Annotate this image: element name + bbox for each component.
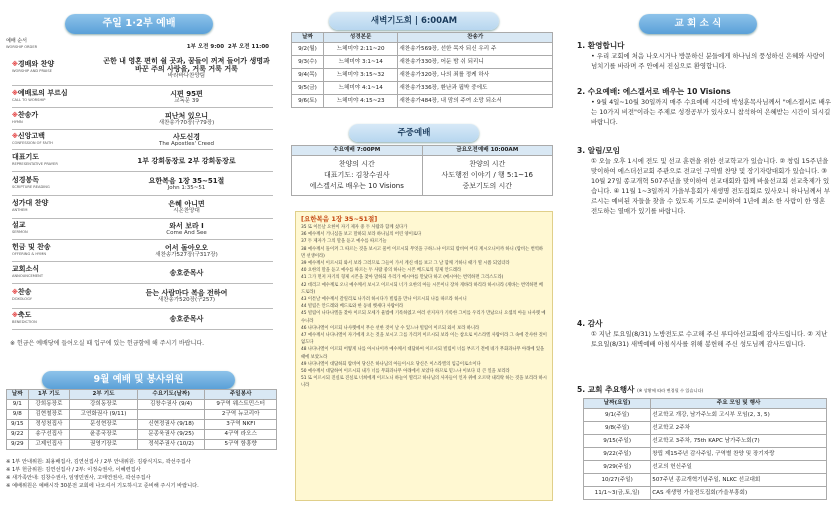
dawn-cell: 9/6(토) bbox=[292, 95, 324, 108]
worship-row-label: 교회소식 ANNOUNCEMENT bbox=[12, 264, 44, 278]
news-column bbox=[561, 0, 835, 507]
duty-cell: 신현정권사 (9/18) bbox=[137, 420, 205, 430]
dawn-cell: 새찬송가569장, 선한 목자 되신 우리 주 bbox=[398, 43, 553, 56]
event-row bbox=[584, 448, 827, 461]
worship-row-label: 성경봉독 SCRIPTURE READING bbox=[12, 175, 50, 189]
dawn-row bbox=[292, 56, 553, 69]
worship-row-label: ※찬송가 HYMN bbox=[12, 110, 39, 124]
dawn-row bbox=[292, 82, 553, 95]
wed-body: 찬양의 시간 대표기도: 김창수권사 에스겔서로 배우는 10 Visions bbox=[292, 156, 423, 196]
verse: 40 요한의 말을 듣고 예수를 따르는 두 사람 중의 하나는 시몬 베드로의 형제 안드레라 bbox=[301, 268, 462, 274]
dawn-header: 날짜 bbox=[292, 33, 324, 43]
duty-cell: 9/22 bbox=[7, 430, 29, 440]
news-title: 교 회 소 식 bbox=[639, 14, 757, 34]
worship-title: 주일 1·2부 예배 bbox=[65, 14, 213, 34]
duty-cell: 김창수권사 (9/4) bbox=[137, 400, 205, 410]
verse: 48 나다나엘이 이르되 어떻게 나를 아시나이까 예수께서 대답하여 이르시되 빌립이 너를 부르기 전에 네가 무화과나무 아래에 있을 때에 보았노라 bbox=[301, 347, 545, 360]
dawn-cell: 느헤미야 4:1~14 bbox=[323, 82, 397, 95]
duty-row bbox=[7, 410, 277, 420]
worship-row-content: 곤한 내 영혼 편히 쉴 곳과, 꿈들이 꺼져 들어가 생명과 바꾼 주의 사랑을, 거룩 거룩 거룩 바라바나찬양팀 bbox=[103, 56, 270, 79]
duty-header: 주일봉사 bbox=[205, 390, 277, 400]
event-cell: 선교학교 2주차 bbox=[651, 422, 827, 435]
duty-header: 2부 기도 bbox=[70, 390, 138, 400]
weekday-table bbox=[291, 145, 553, 196]
worship-row-content: 피난처 있으니 새찬송가70장(구79장) bbox=[158, 111, 215, 126]
event-row bbox=[584, 422, 827, 435]
event-cell: 창립 제15주년 감사주일, 구역별 찬양 및 장기자랑 bbox=[651, 448, 827, 461]
verse: 47 예수께서 나다나엘이 자기에게 오는 것을 보시고 그를 가리켜 이르시되 보라 이는 참으로 이스라엘 사람이라 그 속에 간사한 것이 없도다 bbox=[301, 333, 547, 346]
verse: 51 또 이르시되 진실로 진실로 너희에게 이르노니 하늘이 열리고 하나님의 사자들이 인자 위에 오르락 내리락 하는 것을 보리라 하시니라 bbox=[301, 376, 547, 389]
worship-column bbox=[0, 0, 283, 507]
worship-row bbox=[12, 284, 273, 309]
dawn-cell: 9/2(월) bbox=[292, 43, 324, 56]
duty-cell: 9구역 웨스트민스터 bbox=[205, 400, 277, 410]
worship-row bbox=[12, 309, 273, 330]
duty-cell: 정석주권사 (10/2) bbox=[137, 440, 205, 450]
verse: 43 이튿날 예수께서 갈릴리로 나가려 하시다가 빌립을 만나 이르시되 나를 따르라 하시니 bbox=[301, 297, 467, 303]
duty-notes bbox=[6, 458, 199, 490]
duty-cell: 2구역 뉴코리아 bbox=[205, 410, 277, 420]
dawn-cell: 느헤미야 3:15~32 bbox=[323, 69, 397, 82]
worship-order-label: 예배 순서 WORSHIP ORDER bbox=[6, 38, 38, 49]
dawn-header: 찬송가 bbox=[398, 33, 553, 43]
duty-cell: 강희동장로 bbox=[70, 400, 138, 410]
duty-row bbox=[7, 440, 277, 450]
dawn-row bbox=[292, 69, 553, 82]
duty-cell: 윤종국장로 bbox=[70, 430, 138, 440]
worship-row-label: ※축도 BENEDICTION bbox=[12, 311, 37, 324]
duty-note: ※ 새가족안내: 김창수권사, 임영민권사, 고태연권사, 곽선주집사 bbox=[6, 475, 151, 481]
verse: 36 예수께서 거니심을 보고 말하되 보라 하나님의 어린 양이로다 bbox=[301, 232, 422, 238]
verse: 46 나다나엘이 이르되 나사렛에서 무슨 선한 것이 날 수 있느냐 빌립이 이르되 와서 보라 하니라 bbox=[301, 325, 480, 331]
dawn-cell: 새찬송가320장, 나의 죄를 정케 하사 bbox=[398, 69, 553, 82]
worship-row-content: 어서 돌아오오 새찬송가527장(구317장) bbox=[155, 243, 218, 258]
event-cell: 9/8(주일) bbox=[584, 422, 651, 435]
duty-cell: 강희동장로 bbox=[28, 400, 70, 410]
duty-row bbox=[7, 400, 277, 410]
event-cell: 11/1~3(금,토,일) bbox=[584, 487, 651, 500]
dawn-table bbox=[291, 32, 553, 108]
worship-row bbox=[12, 262, 273, 284]
verse: 50 예수께서 대답하여 이르시되 내가 너를 무화과나무 아래에서 보았다 하므로 믿느냐 이보다 더 큰 일을 보리라 bbox=[301, 369, 510, 375]
duty-row bbox=[7, 430, 277, 440]
duty-cell: 고연화권사 (9/11) bbox=[70, 410, 138, 420]
duty-title: 9월 예배 및 봉사위원 bbox=[42, 371, 235, 389]
duty-cell: 권영기장로 bbox=[70, 440, 138, 450]
worship-row-label: ※경배와 찬양 WORSHIP AND PRAISE bbox=[12, 59, 55, 73]
dawn-cell: 9/4(목) bbox=[292, 69, 324, 82]
news-item-2: 2. 수요예배: 에스겔서로 배우는 10 Visions • 9월 4일~10월 30일까지 매주 수요예배 시간에 박성훈목사님께서 "에스겔서로 배우는 10가지 비전"이라는 주제로 성경공부가 있사오니 참석하여 은혜받는 시간이 되시길 바랍니다. bbox=[577, 87, 831, 126]
news-item-5: 5. 교회 추요행사 (※ 상황에 따라 변경될 수 있습니다) bbox=[577, 385, 704, 394]
worship-row-content: 듣는 사람마다 복음 전하여 새찬송가520장(구257) bbox=[145, 289, 228, 303]
duty-cell: 9/8 bbox=[7, 410, 29, 420]
event-header: 날짜(요일) bbox=[584, 399, 651, 409]
duty-header: 날짜 bbox=[7, 390, 29, 400]
duty-note: ※ 예배위원은 예배시작 30분전 교회에 나오셔서 기도하시고 준비해 주시기 바랍니다. bbox=[6, 483, 199, 489]
event-row bbox=[584, 461, 827, 474]
duty-cell: 고제인집사 bbox=[28, 440, 70, 450]
duty-cell: 9/29 bbox=[7, 440, 29, 450]
worship-row-label: 헌금 및 찬송 OFFERING & HYMN bbox=[12, 242, 51, 256]
duty-table bbox=[6, 389, 277, 450]
wed-head: 수요예배 7:00PM bbox=[292, 146, 423, 156]
duty-cell: 정성천집사 bbox=[28, 420, 70, 430]
verse: 49 나다나엘이 대답하되 랍비여 당신은 하나님의 아들이시요 당신은 이스라엘의 임금이로소이다 bbox=[301, 361, 481, 367]
dawn-cell: 9/3(수) bbox=[292, 56, 324, 69]
dawn-cell: 새찬송가336장, 환난과 핍박 중에도 bbox=[398, 82, 553, 95]
event-header: 주요 모임 및 행사 bbox=[651, 399, 827, 409]
event-cell: 10/27(주일) bbox=[584, 474, 651, 487]
duty-header: 수요기도(날짜) bbox=[137, 390, 205, 400]
worship-row-label: ※찬송 DOXOLOGY bbox=[12, 288, 32, 301]
duty-cell: 4구역 라오스 bbox=[205, 430, 277, 440]
event-row bbox=[584, 409, 827, 422]
worship-row bbox=[12, 130, 273, 150]
event-row bbox=[584, 435, 827, 448]
fri-head: 금요오전예배 10:00AM bbox=[422, 146, 553, 156]
event-cell: 선교학교 3주차, 75th KAPC 남가주노회(7) bbox=[651, 435, 827, 448]
verse: 42 데리고 예수께로 오니 예수께서 보시고 이르시되 너가 요한의 아들 시몬이니 장차 게바라 하리라 하시니라 (게바는 번역하면 베드로라) bbox=[301, 282, 544, 295]
duty-cell: 문성현장로 bbox=[70, 420, 138, 430]
worship-row-content: 시편 95편 교독문 39 bbox=[170, 89, 203, 104]
events-table bbox=[583, 398, 827, 500]
news-item-1: 1. 환영합니다 • 우리 교회에 처음 나오시거나 방문하신 분들에게 하나님의 풍성하신 은혜와 사랑이 넘치기를 바라며 주 안에서 진심으로 환영합니다. bbox=[577, 41, 825, 70]
verse: 35 또 이튿날 요한이 자기 제자 중 두 사람과 함께 섰다가 bbox=[301, 225, 408, 230]
weekday-title: 주중예배 bbox=[349, 124, 479, 142]
dawn-cell: 느헤미야 4:15~23 bbox=[323, 95, 397, 108]
dawn-cell: 9/5(금) bbox=[292, 82, 324, 95]
worship-row bbox=[12, 196, 273, 219]
worship-row-label: 성가대 찬양 ANTHEM bbox=[12, 199, 49, 212]
event-row bbox=[584, 487, 827, 500]
event-cell: 9/15(주일) bbox=[584, 435, 651, 448]
duty-row bbox=[7, 420, 277, 430]
worship-row bbox=[12, 219, 273, 240]
duty-cell: 5구역 함흥향 bbox=[205, 440, 277, 450]
worship-row-content: 송호준목사 bbox=[169, 315, 204, 323]
fri-body: 찬양의 시간 사도행전 이야기 / 행 5:1~16 중보기도의 시간 bbox=[422, 156, 553, 196]
news-item-4: 4. 감사 ① 지난 토요일(8/31) 노방전도로 수고해 주신 루디아선교회에 감사드립니다. ② 지난 토요일(8/31) 새벽예배 아침식사를 위해 봉헌해 주신 성도님께 감사드립니다. bbox=[577, 319, 828, 348]
verse: 38 예수께서 돌이켜 그 따르는 것을 보시고 물어 이르시되 무엇을 구하느냐 이르되 랍비여 어디 계시오니이까 하니 (랍비는 번역하면 선생이라) bbox=[301, 246, 544, 259]
event-cell: 9/22(주일) bbox=[584, 448, 651, 461]
verse: 41 그가 먼저 자기의 형제 시몬을 찾아 말하되 우리가 메시야를 만났다 하고 (메시야는 번역하면 그리스도라) bbox=[301, 275, 504, 281]
dawn-cell: 느헤미야 3:1~14 bbox=[323, 56, 397, 69]
scripture-box bbox=[295, 211, 553, 501]
duty-cell: 문종욱권사 (9/25) bbox=[137, 430, 205, 440]
event-cell: 9/29(주일) bbox=[584, 461, 651, 474]
event-cell: 선교의 헌신주일 bbox=[651, 461, 827, 474]
duty-cell: 김현철장로 bbox=[28, 410, 70, 420]
worship-row-content: 송호준목사 bbox=[169, 268, 204, 277]
worship-row bbox=[12, 86, 273, 108]
verse: 39 예수께서 이르시되 와서 보라 그러므로 그들이 가서 계신 데를 보고 그 날 함께 거하니 때가 열 시쯤 되었더라 bbox=[301, 261, 510, 267]
duty-note: ※ 1부 안내위원: 최용배집사, 김연선집사 / 2부 안내위원: 김광식지도, 곽선주집사 bbox=[6, 459, 191, 465]
dawn-cell: 새찬송가484장, 내 맘의 주여 소망 되소서 bbox=[398, 95, 553, 108]
duty-cell: 9/1 bbox=[7, 400, 29, 410]
dawn-row bbox=[292, 95, 553, 108]
worship-row-label: ※신앙고백 CONFESSION OF FAITH bbox=[12, 131, 53, 145]
news-item-3: 3. 알림/모임 ① 오늘 오후 1시에 전도 및 선교 훈련을 위한 선교학교가 있습니다. ② 창립 15주년을 맞이하여 에스더선교회 주관으로 전교인 구역별 찬양 및 장기자랑대회가 있습니다. ③ 10월 27일 종교개혁 507주년을 맞이하여 선교대회와 함께 바울선교회 선교축제가 있습니다. ④ 11월 1~3일까지 가을부흥회가 새생명 전도집회로 있사오니 하나님께서 부르시는 예비된 자들을 찾을 수 있도록 기도로 준비하여 1년에 최소 한 사람이 한 영혼 전도하는 열매가 있기를 바랍니다. bbox=[577, 146, 831, 215]
duty-cell: 송구선집사 bbox=[28, 430, 70, 440]
dawn-cell: 느헤미야 2:11~20 bbox=[323, 43, 397, 56]
worship-row-label: ※예배로의 부르심 CALL TO WORSHIP bbox=[12, 88, 68, 102]
scripture-title: [요한복음 1장 35~51절] bbox=[301, 215, 378, 223]
duty-cell bbox=[137, 410, 205, 420]
worship-row bbox=[12, 108, 273, 130]
verse: 45 빌립이 나다나엘을 찾아 이르되 모세가 율법에 기록하였고 여러 선지자가 기록한 그이를 우리가 만났으니 요셉의 아들 나사렛 예수니라 bbox=[301, 311, 546, 324]
worship-row-content: 사도신경 The Apostles' Creed bbox=[159, 132, 214, 147]
verse: 37 두 제자가 그의 말을 듣고 예수를 따르거늘 bbox=[301, 239, 387, 245]
worship-row bbox=[12, 240, 273, 262]
scripture-verses bbox=[301, 224, 547, 390]
worship-row-content: 1부 강희동장로 2부 강희동장로 bbox=[137, 156, 236, 165]
duty-note: ※ 1부 헌금위원: 김연선집사 / 2부: 이정숙권사, 이혜련집사 bbox=[6, 467, 141, 473]
event-cell: 9/1(주일) bbox=[584, 409, 651, 422]
event-row bbox=[584, 474, 827, 487]
dawn-header: 성경본문 bbox=[323, 33, 397, 43]
worship-row bbox=[12, 172, 273, 196]
event-cell: CAS 새생명 가을전도집회(가을부흥회) bbox=[651, 487, 827, 500]
dawn-row bbox=[292, 43, 553, 56]
middle-column bbox=[283, 0, 561, 507]
dawn-title: 새벽기도회 | 6:00AM bbox=[329, 12, 499, 30]
service-times: 1부 오전 9:00 2부 오전 11:00 bbox=[186, 44, 269, 50]
worship-row-content: 요한복음 1장 35~51절 John 1:35~51 bbox=[148, 176, 225, 191]
verse: 44 빌립은 안드레와 베드로와 한 동네 벳새다 사람이라 bbox=[301, 304, 404, 310]
duty-cell: 9/15 bbox=[7, 420, 29, 430]
duty-header: 1부 기도 bbox=[28, 390, 70, 400]
offering-notice: ※ 헌금은 예배당에 들어오실 때 입구에 있는 헌금함에 해 주시기 바랍니다. bbox=[10, 340, 205, 347]
worship-row bbox=[12, 50, 273, 86]
worship-row bbox=[12, 150, 273, 172]
duty-cell: 3구역 NKFI bbox=[205, 420, 277, 430]
worship-row-label: 대표기도 REPRESENTATIVE PRAYER bbox=[12, 152, 58, 166]
event-cell: 507주년 종교개혁기념주일, NLKC 선교대회 bbox=[651, 474, 827, 487]
dawn-cell: 새찬송가330장, 어둔 밤 쉬 되리니 bbox=[398, 56, 553, 69]
worship-row-content: 은혜 아니면 시온찬양대 bbox=[168, 200, 205, 214]
event-cell: 선교학교 개강, 남가주노회 고시부 모임(2, 3, 5) bbox=[651, 409, 827, 422]
worship-row-content: 와서 보라 I Come And See bbox=[166, 222, 207, 236]
worship-row-label: 설교 SERMON bbox=[12, 221, 28, 234]
